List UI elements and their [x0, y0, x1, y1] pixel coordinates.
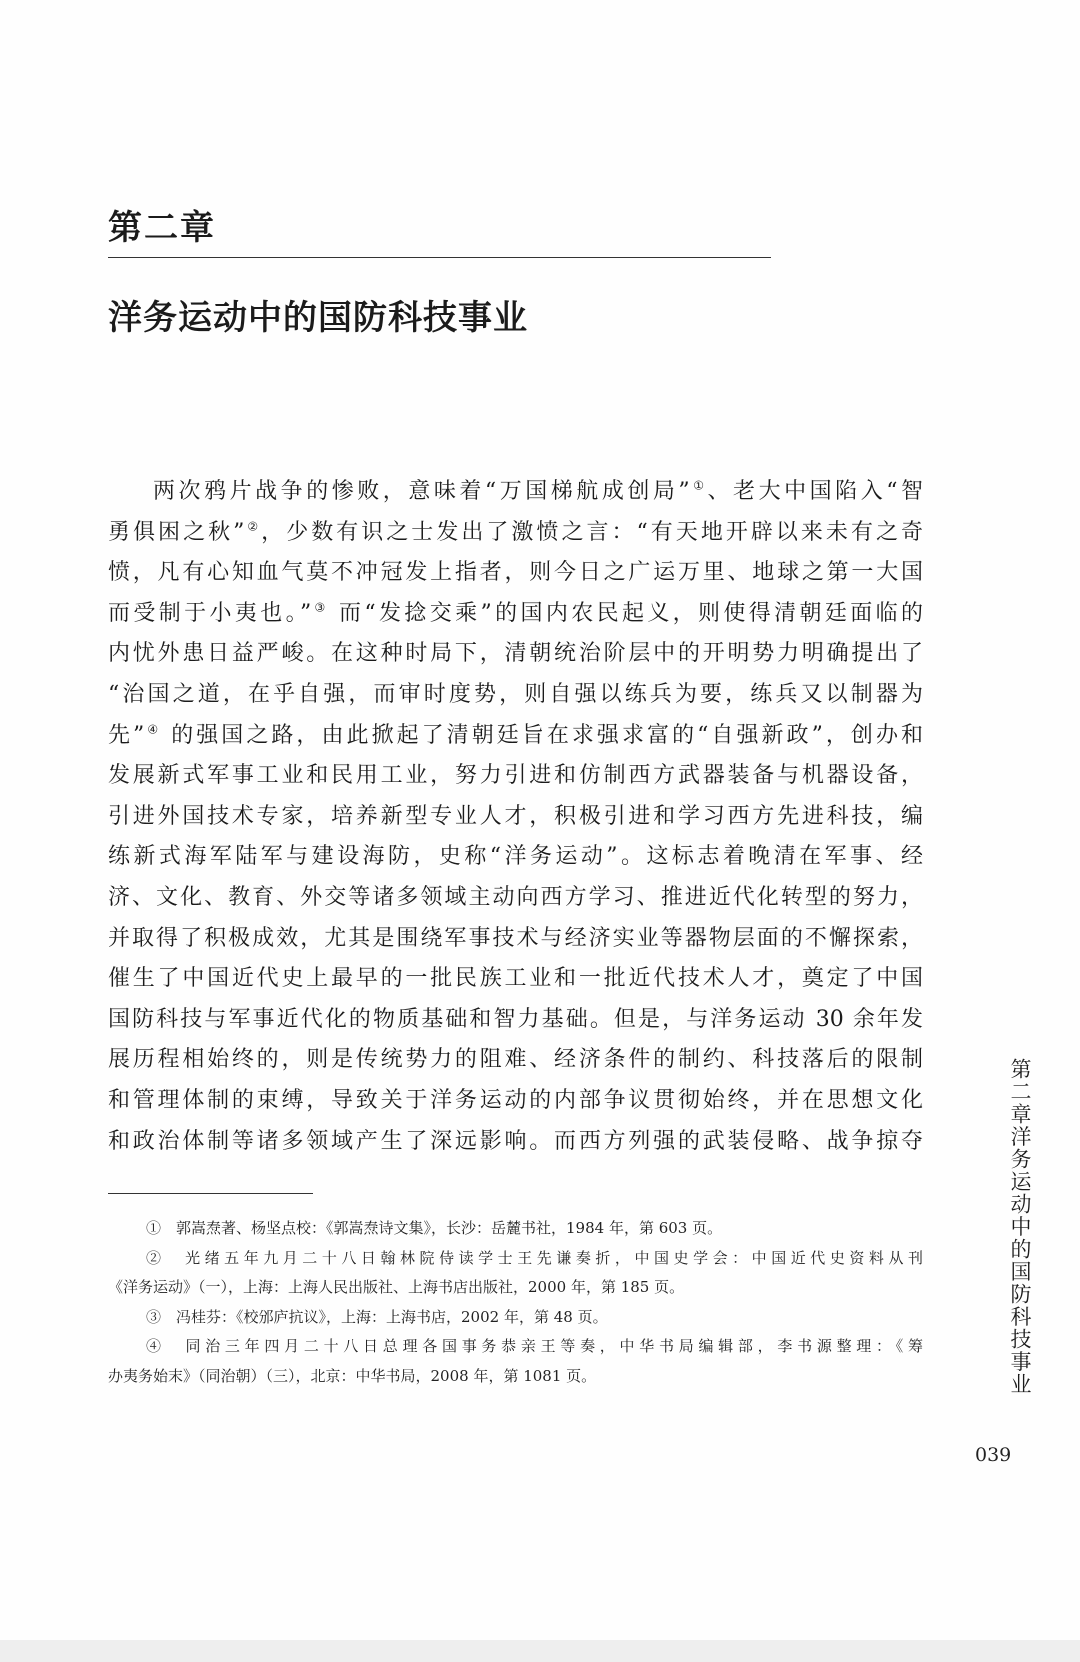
body-line: 愤，凡有心知血气莫不冲冠发上指者，则今日之广运万里、地球之第一大国 [108, 560, 923, 586]
body-line: 催生了中国近代史上最早的一批民族工业和一批近代技术人才，奠定了中国 [108, 966, 923, 992]
footnotes [108, 1214, 923, 1391]
body-line: 两次鸦片战争的惨败，意味着“万国梯航成创局”①、老大中国陷入“智 [153, 478, 924, 504]
footnote-2: ② 光绪五年九月二十八日翰林院侍读学士王先谦奏折，中国史学会：中国近代史资料从刊 [146, 1248, 923, 1267]
footnote-ref[interactable]: ② [244, 519, 262, 534]
body-line: 练新式海军陆军与建设海防，史称“洋务运动”。这标志着晚清在军事、经 [108, 844, 923, 870]
body-line: 勇俱困之秋”②，少数有识之士发出了激愤之言：“有天地开辟以来未有之奇 [108, 519, 923, 545]
body-line: “治国之道，在乎自强，而审时度势，则自强以练兵为要，练兵又以制器为 [108, 681, 923, 707]
body-line: 和管理体制的束缚，导致关于洋务运动的内部争议贯彻始终，并在思想文化 [108, 1087, 923, 1113]
footnote-ref[interactable]: ③ [311, 600, 329, 615]
body-line: 和政治体制等诸多领域产生了深远影响。而西方列强的武装侵略、战争掠夺 [108, 1128, 923, 1154]
running-header-tab [985, 1058, 1033, 1396]
side-tab-title: 洋务运动中的国防科技事业 [1008, 1125, 1032, 1396]
side-tab-chapter: 第二章 [1008, 1058, 1032, 1126]
page-number: 039 [975, 1444, 1012, 1466]
body-line: 先”④ 的强国之路，由此掀起了清朝廷旨在求强求富的“自强新政”，创办和 [108, 722, 923, 748]
chapter-label: 第二章 [108, 208, 216, 248]
footnote-3: ③ 冯桂芬：《校邠庐抗议》，上海：上海书店，2002 年，第 48 页。 [146, 1307, 608, 1326]
footnote-4-cont: 办夷务始末》（同治朝）（三），北京：中华书局，2008 年，第 1081 页。 [108, 1366, 597, 1385]
body-line: 发展新式军事工业和民用工业，努力引进和仿制西方武器装备与机器设备， [108, 763, 923, 789]
body-line: 并取得了积极成效，尤其是围绕军事技术与经济实业等器物层面的不懈探索， [108, 925, 923, 951]
chapter-title: 洋务运动中的国防科技事业 [108, 298, 528, 338]
footnote-4: ④ 同治三年四月二十八日总理各国事务恭亲王等奏，中华书局编辑部，李书源整理：《筹 [146, 1337, 923, 1355]
body-line: 内忧外患日益严峻。在这种时局下，清朝统治阶层中的开明势力明确提出了 [108, 641, 923, 667]
body-line: 展历程相始终的，则是传统势力的阻难、经济条件的制约、科技落后的限制 [108, 1047, 923, 1073]
body-line: 而受制于小夷也。”③ 而“发捻交乘”的国内农民起义，则使得清朝廷面临的 [108, 600, 923, 626]
body-line: 济、文化、教育、外交等诸多领域主动向西方学习、推进近代化转型的努力， [108, 884, 923, 910]
footnote-divider [108, 1193, 313, 1194]
body-line: 国防科技与军事近代化的物质基础和智力基础。但是，与洋务运动 30 余年发 [108, 1006, 923, 1032]
chapter-divider [108, 257, 771, 258]
footnote-ref[interactable]: ④ [144, 722, 162, 737]
footnote-1: ① 郭嵩焘著、杨坚点校：《郭嵩焘诗文集》，长沙：岳麓书社，1984 年，第 603 页。 [146, 1219, 723, 1237]
viewer-bottom-strip [0, 1640, 1080, 1662]
body-line: 引进外国技术专家，培养新型专业人才，积极引进和学习西方先进科技，编 [108, 803, 923, 829]
body-paragraph [108, 472, 923, 1162]
footnote-ref[interactable]: ① [689, 478, 708, 493]
footnote-2-cont: 《洋务运动》（一），上海：上海人民出版社、上海书店出版社，2000 年，第 185 页。 [108, 1278, 685, 1296]
